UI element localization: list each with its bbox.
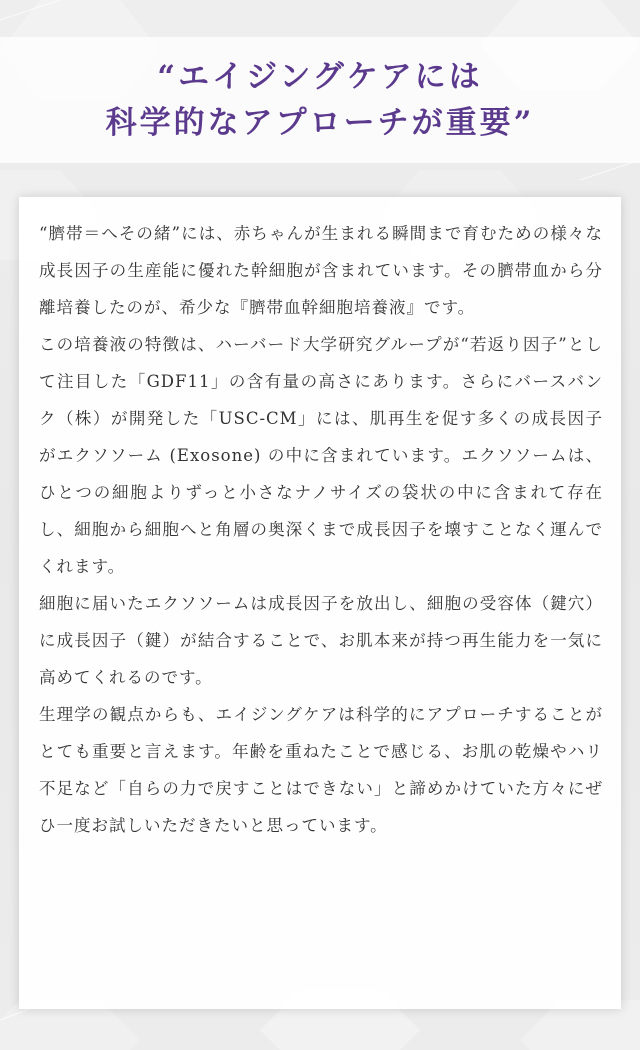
paragraph-umbilical-cord: “臍帯＝へその緒”には、赤ちゃんが生まれる瞬間まで育むための様々な成長因子の生産能に優れた幹細胞が含まれています。その臍帯血から分離培養したのが、希少な『臍帯血幹細胞培養液』です。 [39, 224, 603, 317]
title-band [0, 37, 640, 163]
paragraph-exosome-effect: 細胞に届いたエクソソームは成長因子を放出し、細胞の受容体（鍵穴）に成長因子（鍵）が結合することで、お肌本来が持つ再生能力を一気に高めてくれるのです。 [39, 594, 603, 687]
paragraph-culture-features: この培養液の特徴は、ハーバード大学研究グループが“若返り因子”として注目した「GDF11」の含有量の高さにあります。さらにバースバンク（株）が開発した「USC-CM」には、肌再生を促す多くの成長因子がエクソソーム (Exosone) の中に含まれています。エクソソームは、ひとつの細胞よりずっと小さなナノサイズの袋状の中に含まれて存在し、細胞から細胞へと角層の奥深くまで成長因子を壊すことなく運んでくれます。 [39, 335, 603, 576]
content-card [19, 197, 621, 1009]
paragraph-conclusion: 生理学の観点からも、エイジングケアは科学的にアプローチすることがとても重要と言えます。年齢を重ねたことで感じる、お肌の乾燥やハリ不足など「自らの力で戻すことはできない」と諦めかけていた方々にぜひ一度お試しいただきたいと思っています。 [39, 705, 603, 835]
page-title-line1: “エイジングケアには [157, 59, 483, 95]
page-title-line2: 科学的なアプローチが重要” [105, 105, 535, 141]
